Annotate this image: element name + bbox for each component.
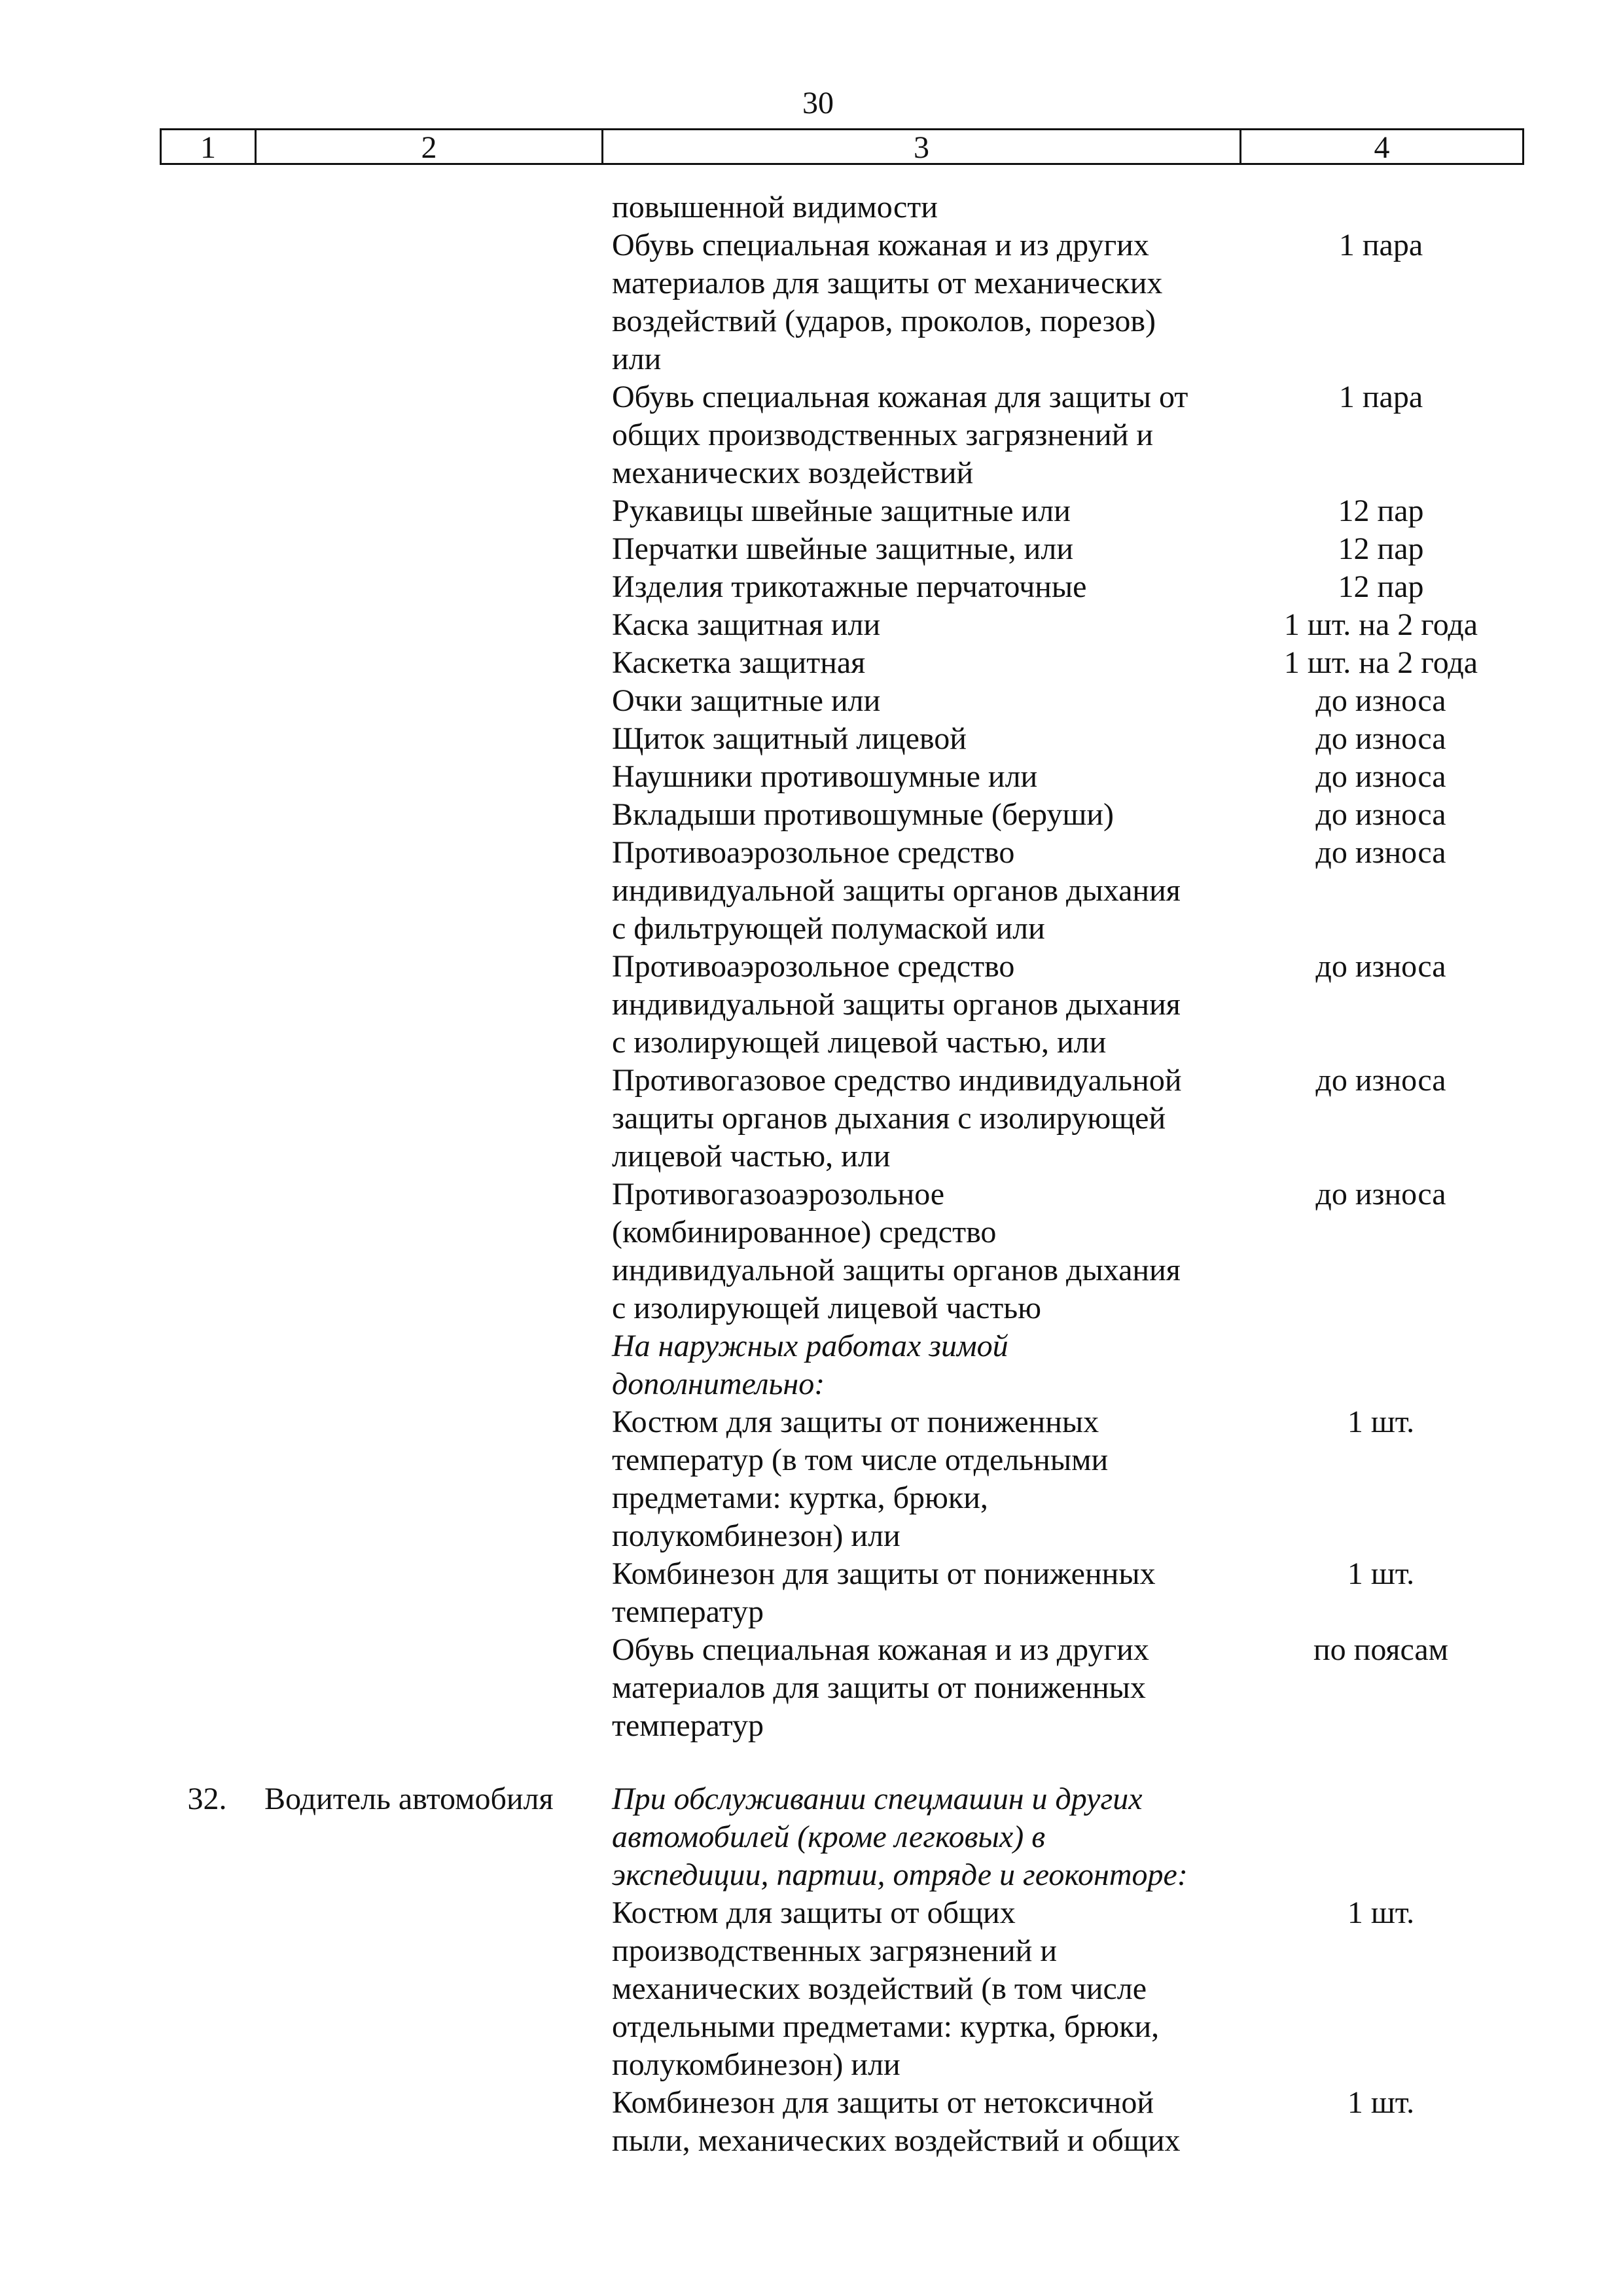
item-quantity: до износа [1315, 721, 1446, 756]
header-col-4: 4 [1374, 130, 1390, 165]
description-line: Вкладыши противошумные (беруши) [612, 797, 1114, 832]
description-line: Каскетка защитная [612, 645, 866, 680]
description-line: механических воздействий [612, 456, 974, 490]
item-description [612, 834, 1227, 948]
description-line: защиты органов дыхания с изолирующей [612, 1101, 1166, 1136]
item-description [612, 1894, 1227, 2084]
item-quantity: 1 шт. на 2 года [1283, 607, 1478, 642]
description-line: индивидуальной защиты органов дыхания [612, 987, 1181, 1022]
item-description [612, 1403, 1227, 1555]
description-line: температур (в том числе отдельными [612, 1443, 1109, 1477]
item-quantity: 1 пара [1338, 380, 1423, 414]
item-quantity: до износа [1315, 835, 1446, 870]
description-line: повышенной видимости [612, 190, 938, 224]
item-description [612, 796, 1227, 834]
item-description [612, 948, 1227, 1062]
description-line: пыли, механических воздействий и общих [612, 2123, 1181, 2158]
item-quantity: 1 пара [1338, 228, 1423, 262]
description-line: производственных загрязнений и [612, 1933, 1058, 1968]
entry-number: 32. [187, 1782, 227, 1816]
description-line: Перчатки швейные защитные, или [612, 531, 1073, 566]
item-description [612, 1780, 1227, 1894]
description-line: с изолирующей лицевой частью [612, 1291, 1041, 1325]
description-line: отдельными предметами: куртка, брюки, [612, 2009, 1160, 2044]
item-description [612, 1555, 1227, 1631]
description-line: Обувь специальная кожаная и из других [612, 1632, 1149, 1667]
description-line: (комбинированное) средство [612, 1215, 997, 1249]
description-line: дополнительно: [612, 1367, 825, 1401]
item-quantity: 1 шт. [1347, 1895, 1415, 1930]
description-line: температур [612, 1708, 764, 1743]
description-line: полукомбинезон) или [612, 1518, 901, 1553]
item-description [612, 492, 1227, 530]
description-line: Обувь специальная кожаная и из других [612, 228, 1149, 262]
item-description [612, 188, 1227, 226]
description-line: общих производственных загрязнений и [612, 418, 1154, 452]
item-quantity: до износа [1315, 1063, 1446, 1098]
description-line: Щиток защитный лицевой [612, 721, 967, 756]
item-description [612, 1631, 1227, 1745]
item-quantity: 1 шт. [1347, 1405, 1415, 1439]
description-line: Комбинезон для защиты от нетоксичной [612, 2085, 1154, 2120]
description-line: с фильтрующей полумаской или [612, 911, 1045, 946]
item-quantity: до износа [1315, 759, 1446, 794]
description-line: Каска защитная или [612, 607, 881, 642]
description-line: Очки защитные или [612, 683, 881, 718]
description-line: материалов для защиты от механических [612, 266, 1163, 300]
item-description [612, 758, 1227, 796]
description-line: Костюм для защиты от пониженных [612, 1405, 1099, 1439]
item-quantity: 12 пар [1338, 531, 1424, 566]
item-quantity: по поясам [1313, 1632, 1449, 1667]
description-line: материалов для защиты от пониженных [612, 1670, 1146, 1705]
description-line: предметами: куртка, брюки, [612, 1480, 988, 1515]
header-col-1: 1 [162, 130, 257, 163]
item-quantity: до износа [1315, 1177, 1446, 1211]
description-line: или [612, 342, 662, 376]
item-description [612, 1062, 1227, 1175]
item-quantity: 12 пар [1338, 493, 1424, 528]
item-description [612, 1327, 1227, 1403]
description-line: воздействий (ударов, проколов, порезов) [612, 304, 1156, 338]
description-line: температур [612, 1594, 764, 1629]
header-col-3: 3 [603, 130, 1241, 163]
header-col-2: 2 [257, 130, 603, 163]
description-line: Рукавицы швейные защитные или [612, 493, 1071, 528]
description-line: полукомбинезон) или [612, 2047, 901, 2082]
description-line: индивидуальной защиты органов дыхания [612, 1253, 1181, 1287]
item-quantity: 1 шт. [1347, 1556, 1415, 1591]
item-description [612, 2084, 1227, 2160]
item-quantity: 1 шт. на 2 года [1283, 645, 1478, 680]
description-line: автомобилей (кроме легковых) в [612, 1820, 1046, 1854]
description-line: Наушники противошумные или [612, 759, 1038, 794]
item-description [612, 530, 1227, 568]
description-line: лицевой частью, или [612, 1139, 891, 1174]
description-line: с изолирующей лицевой частью, или [612, 1025, 1107, 1060]
description-line: Противогазовое средство индивидуальной [612, 1063, 1182, 1098]
description-line: Костюм для защиты от общих [612, 1895, 1016, 1930]
item-description [612, 644, 1227, 682]
description-line: При обслуживании спецмашин и других [612, 1782, 1143, 1816]
item-quantity: до износа [1315, 683, 1446, 718]
profession-name: Водитель автомобиля [264, 1782, 554, 1816]
description-line: Противоаэрозольное средство [612, 835, 1015, 870]
description-line: механических воздействий (в том числе [612, 1971, 1147, 2006]
item-description [612, 720, 1227, 758]
item-quantity: 1 шт. [1347, 2085, 1415, 2120]
description-line: Комбинезон для защиты от пониженных [612, 1556, 1156, 1591]
table-header-row [160, 128, 1524, 165]
description-line: Обувь специальная кожаная для защиты от [612, 380, 1188, 414]
description-line: экспедиции, партии, отряде и геоконторе: [612, 1857, 1188, 1892]
description-line: индивидуальной защиты органов дыхания [612, 873, 1181, 908]
item-description [612, 378, 1227, 492]
item-description [612, 682, 1227, 720]
description-line: На наружных работах зимой [612, 1329, 1008, 1363]
item-quantity: 12 пар [1338, 569, 1424, 604]
item-description [612, 606, 1227, 644]
description-line: Противогазоаэрозольное [612, 1177, 945, 1211]
item-description [612, 568, 1227, 606]
item-quantity: до износа [1315, 797, 1446, 832]
item-quantity: до износа [1315, 949, 1446, 984]
item-description [612, 1175, 1227, 1327]
item-description [612, 226, 1227, 378]
page-number: 30 [802, 86, 834, 120]
description-line: Противоаэрозольное средство [612, 949, 1015, 984]
description-line: Изделия трикотажные перчаточные [612, 569, 1087, 604]
